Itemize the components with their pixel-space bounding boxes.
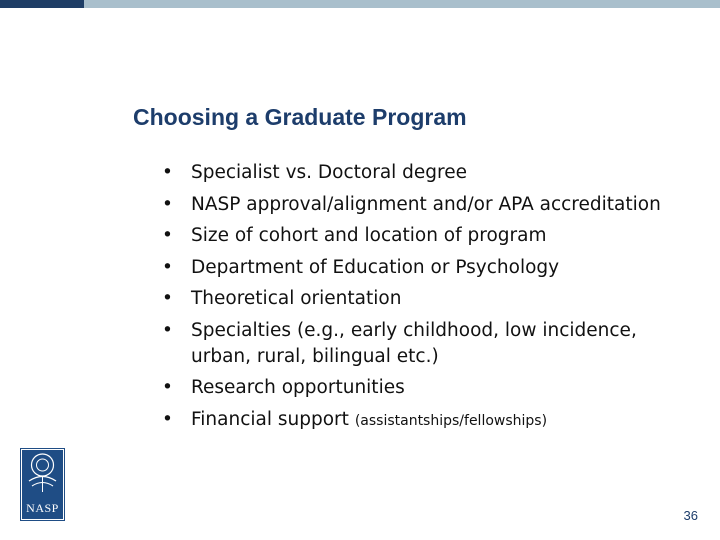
bullet-item: • Specialist vs. Doctoral degree: [160, 160, 680, 186]
financial-label: Financial support: [191, 408, 349, 430]
bullet-list: [160, 160, 680, 439]
top-accent-bar-dark: [0, 0, 84, 8]
bullet-item: • NASP approval/alignment and/or APA accreditation: [160, 192, 680, 218]
nasp-logo: [20, 448, 65, 521]
logo-text: NASP: [26, 501, 59, 515]
page-number: 36: [683, 508, 698, 523]
bullet-item-financial: [160, 407, 680, 434]
bullet-item: • Size of cohort and location of program: [160, 223, 680, 249]
bullet-item: • Theoretical orientation: [160, 286, 680, 312]
bullet-item: • Specialties (e.g., early childhood, low incidence, urban, rural, bilingual etc.): [160, 318, 680, 370]
bullet-item: • Department of Education or Psychology: [160, 255, 680, 281]
nasp-logo-graphic: [20, 448, 65, 521]
slide-title: Choosing a Graduate Program: [133, 104, 467, 130]
top-accent-bar: [0, 0, 720, 8]
bullet-item: • Research opportunities: [160, 375, 680, 401]
financial-note: (assistantships/fellowships): [354, 412, 548, 429]
